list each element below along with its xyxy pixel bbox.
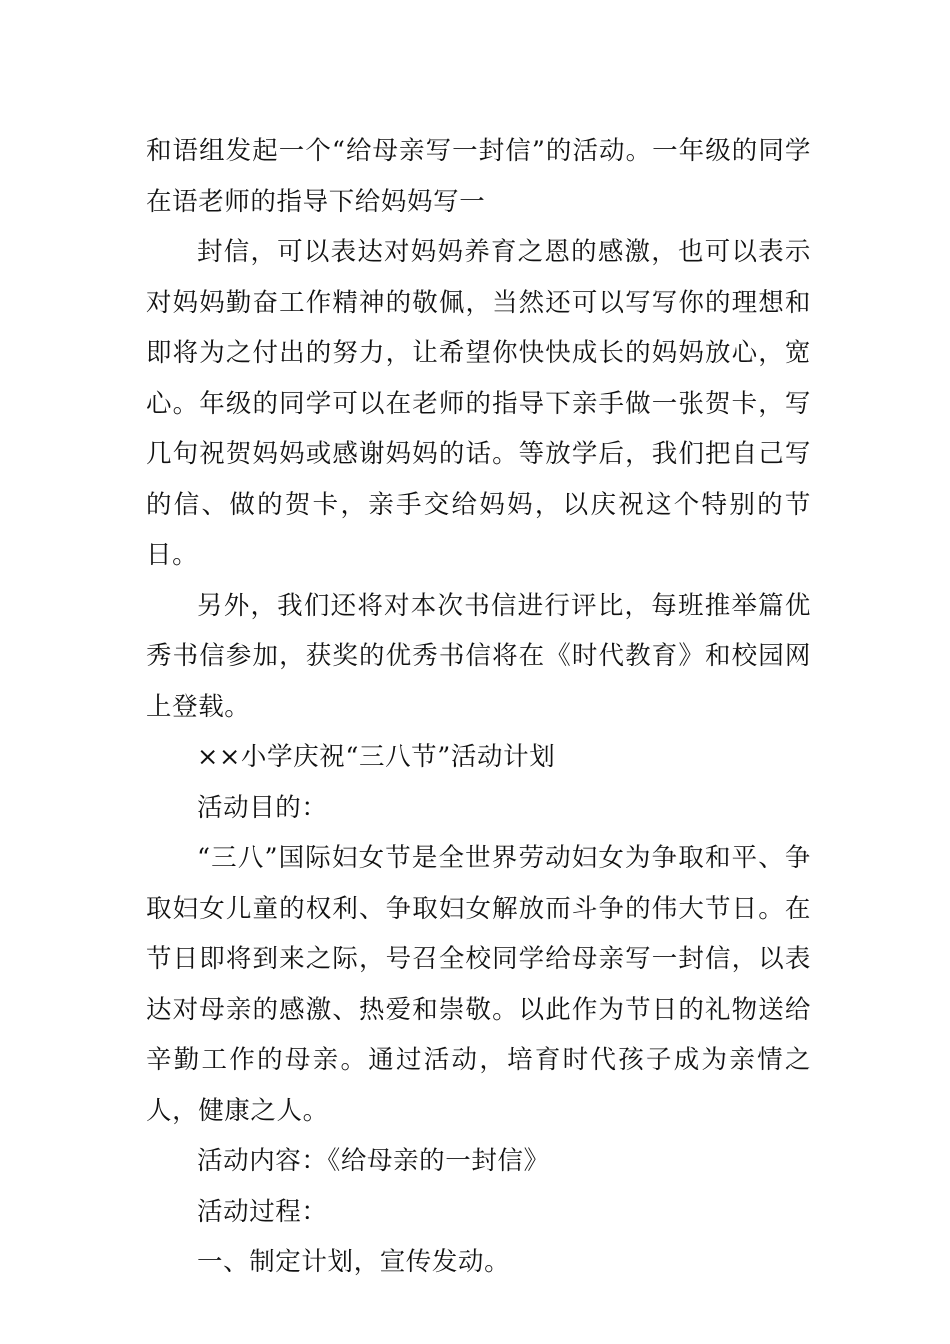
plan-title: ××小学庆祝“三八节”活动计划: [197, 742, 556, 772]
section-heading-process: 活动过程：: [197, 1196, 328, 1227]
paragraph-continuation: 和语组发起一个“给母亲写一封信”的活动。一年级的同学在语老师的指导下给妈妈写一: [146, 136, 811, 217]
paragraph-letter-content: 封信，可以表达对妈妈养育之恩的感激，也可以表示对妈妈勤奋工作精神的敬佩，当然还可以写写你的理想和即将为之付出的努力，让希望你快快成长的妈妈放心，宽心。年级的同学可以在老师的指导下亲手做一张贺卡，写几句祝贺妈妈或感谢妈妈的话。等放学后，我们把自己写的信、做的贺卡，亲手交给妈妈，以庆祝这个特别的节日。: [146, 237, 811, 570]
list-item-step-one: 一、制定计划，宣传发动。: [197, 1247, 511, 1277]
paragraph-evaluation: 另外，我们还将对本次书信进行评比，每班推举篇优秀书信参加，获奖的优秀书信将在《时代教育》和校园网上登载。: [146, 590, 811, 722]
section-heading-purpose: 活动目的：: [197, 792, 328, 823]
paragraph-purpose: “三八”国际妇女节是全世界劳动妇女为争取和平、争取妇女儿童的权利、争取妇女解放而斗争的伟大节日。在节日即将到来之际，号召全校同学给母亲写一封信，以表达对母亲的感激、热爱和崇敬。以此作为节日的礼物送给辛勤工作的母亲。通过活动，培育时代孩子成为亲情之人，健康之人。: [146, 843, 811, 1126]
document-body: [146, 126, 811, 1288]
section-heading-content: 活动内容：《给母亲的一封信》: [197, 1146, 550, 1176]
